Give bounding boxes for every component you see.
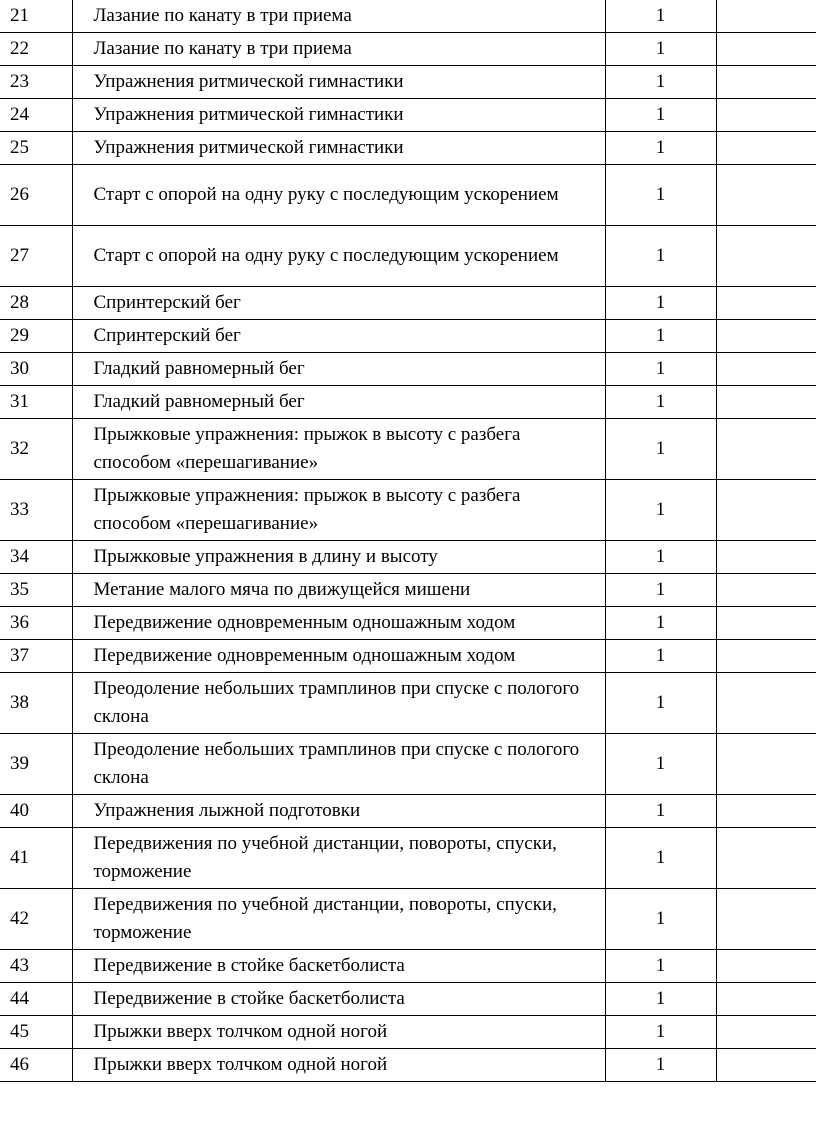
lesson-extra (716, 889, 816, 950)
lesson-topic: Передвижения по учебной дистанции, повороты, спуски, торможение (72, 889, 605, 950)
lesson-number: 38 (0, 673, 72, 734)
lesson-topic: Передвижения по учебной дистанции, повороты, спуски, торможение (72, 828, 605, 889)
lesson-extra (716, 1049, 816, 1082)
lesson-extra (716, 0, 816, 33)
table-row (0, 419, 816, 480)
lesson-number: 30 (0, 353, 72, 386)
lesson-hours: 1 (605, 1016, 716, 1049)
table-row (0, 828, 816, 889)
lesson-hours: 1 (605, 950, 716, 983)
table-row (0, 165, 816, 226)
lesson-hours: 1 (605, 419, 716, 480)
table-row (0, 320, 816, 353)
table-row (0, 1016, 816, 1049)
lesson-extra (716, 828, 816, 889)
table-row (0, 353, 816, 386)
table-row (0, 983, 816, 1016)
lesson-number: 31 (0, 386, 72, 419)
lesson-topic: Передвижение одновременным одношажным ходом (72, 607, 605, 640)
lesson-topic: Лазание по канату в три приема (72, 33, 605, 66)
lesson-number: 40 (0, 795, 72, 828)
lesson-number: 25 (0, 132, 72, 165)
lesson-extra (716, 99, 816, 132)
lesson-topic: Упражнения ритмической гимнастики (72, 66, 605, 99)
lesson-topic: Передвижение одновременным одношажным ходом (72, 640, 605, 673)
table-row (0, 574, 816, 607)
table-row (0, 795, 816, 828)
lesson-extra (716, 673, 816, 734)
lesson-number: 36 (0, 607, 72, 640)
lesson-number: 42 (0, 889, 72, 950)
table-row (0, 132, 816, 165)
lesson-topic: Метание малого мяча по движущейся мишени (72, 574, 605, 607)
lesson-topic: Старт с опорой на одну руку с последующим ускорением (72, 165, 605, 226)
table-row (0, 734, 816, 795)
lesson-extra (716, 607, 816, 640)
lesson-topic: Гладкий равномерный бег (72, 353, 605, 386)
lesson-hours: 1 (605, 353, 716, 386)
lesson-number: 29 (0, 320, 72, 353)
lesson-number: 21 (0, 0, 72, 33)
lesson-number: 35 (0, 574, 72, 607)
lesson-extra (716, 33, 816, 66)
lesson-hours: 1 (605, 795, 716, 828)
lesson-number: 45 (0, 1016, 72, 1049)
lesson-extra (716, 541, 816, 574)
lesson-hours: 1 (605, 983, 716, 1016)
table-row (0, 480, 816, 541)
lesson-extra (716, 1016, 816, 1049)
lesson-hours: 1 (605, 165, 716, 226)
lesson-hours: 1 (605, 673, 716, 734)
lesson-number: 27 (0, 226, 72, 287)
lesson-topic: Прыжковые упражнения в длину и высоту (72, 541, 605, 574)
lesson-extra (716, 480, 816, 541)
lesson-number: 22 (0, 33, 72, 66)
lesson-topic: Передвижение в стойке баскетболиста (72, 983, 605, 1016)
lesson-hours: 1 (605, 99, 716, 132)
lesson-topic: Упражнения лыжной подготовки (72, 795, 605, 828)
lesson-extra (716, 132, 816, 165)
lesson-hours: 1 (605, 386, 716, 419)
table-row (0, 607, 816, 640)
table-row (0, 66, 816, 99)
lesson-number: 23 (0, 66, 72, 99)
lesson-extra (716, 419, 816, 480)
lesson-number: 37 (0, 640, 72, 673)
lesson-extra (716, 983, 816, 1016)
lesson-extra (716, 574, 816, 607)
lesson-number: 34 (0, 541, 72, 574)
lesson-hours: 1 (605, 480, 716, 541)
lesson-topic: Прыжковые упражнения: прыжок в высоту с разбега способом «перешагивание» (72, 480, 605, 541)
lesson-number: 39 (0, 734, 72, 795)
lesson-extra (716, 320, 816, 353)
lesson-number: 33 (0, 480, 72, 541)
lesson-hours: 1 (605, 0, 716, 33)
lesson-topic: Лазание по канату в три приема (72, 0, 605, 33)
table-row (0, 226, 816, 287)
lesson-number: 43 (0, 950, 72, 983)
lesson-extra (716, 226, 816, 287)
lesson-number: 26 (0, 165, 72, 226)
lesson-hours: 1 (605, 889, 716, 950)
lesson-hours: 1 (605, 541, 716, 574)
lesson-extra (716, 165, 816, 226)
lesson-hours: 1 (605, 734, 716, 795)
lesson-number: 44 (0, 983, 72, 1016)
table-row (0, 386, 816, 419)
lesson-hours: 1 (605, 1049, 716, 1082)
table-row (0, 1049, 816, 1082)
lesson-hours: 1 (605, 320, 716, 353)
table-row (0, 99, 816, 132)
lesson-extra (716, 734, 816, 795)
lesson-topic: Прыжки вверх толчком одной ногой (72, 1016, 605, 1049)
lesson-extra (716, 66, 816, 99)
table-row (0, 640, 816, 673)
table-row (0, 0, 816, 33)
lesson-hours: 1 (605, 287, 716, 320)
lesson-topic: Передвижение в стойке баскетболиста (72, 950, 605, 983)
lesson-number: 28 (0, 287, 72, 320)
lesson-topic: Старт с опорой на одну руку с последующим ускорением (72, 226, 605, 287)
lesson-topic: Гладкий равномерный бег (72, 386, 605, 419)
lesson-extra (716, 386, 816, 419)
lesson-extra (716, 640, 816, 673)
lesson-hours: 1 (605, 640, 716, 673)
lesson-hours: 1 (605, 226, 716, 287)
table-row (0, 287, 816, 320)
lesson-number: 41 (0, 828, 72, 889)
lesson-hours: 1 (605, 132, 716, 165)
lesson-extra (716, 287, 816, 320)
lesson-topic: Прыжки вверх толчком одной ногой (72, 1049, 605, 1082)
lesson-hours: 1 (605, 828, 716, 889)
lesson-number: 32 (0, 419, 72, 480)
table-row (0, 541, 816, 574)
lesson-topic: Преодоление небольших трамплинов при спуске с пологого склона (72, 734, 605, 795)
lesson-topic: Спринтерский бег (72, 320, 605, 353)
lesson-number: 24 (0, 99, 72, 132)
table-row (0, 673, 816, 734)
lesson-topic: Преодоление небольших трамплинов при спуске с пологого склона (72, 673, 605, 734)
lesson-hours: 1 (605, 607, 716, 640)
lesson-extra (716, 950, 816, 983)
lesson-topic: Упражнения ритмической гимнастики (72, 99, 605, 132)
lesson-extra (716, 353, 816, 386)
lesson-topic: Упражнения ритмической гимнастики (72, 132, 605, 165)
table-row (0, 889, 816, 950)
lesson-hours: 1 (605, 574, 716, 607)
lesson-extra (716, 795, 816, 828)
table-row (0, 33, 816, 66)
lesson-topic: Прыжковые упражнения: прыжок в высоту с разбега способом «перешагивание» (72, 419, 605, 480)
table-row (0, 950, 816, 983)
lesson-topic: Спринтерский бег (72, 287, 605, 320)
lesson-hours: 1 (605, 33, 716, 66)
lesson-hours: 1 (605, 66, 716, 99)
lesson-number: 46 (0, 1049, 72, 1082)
